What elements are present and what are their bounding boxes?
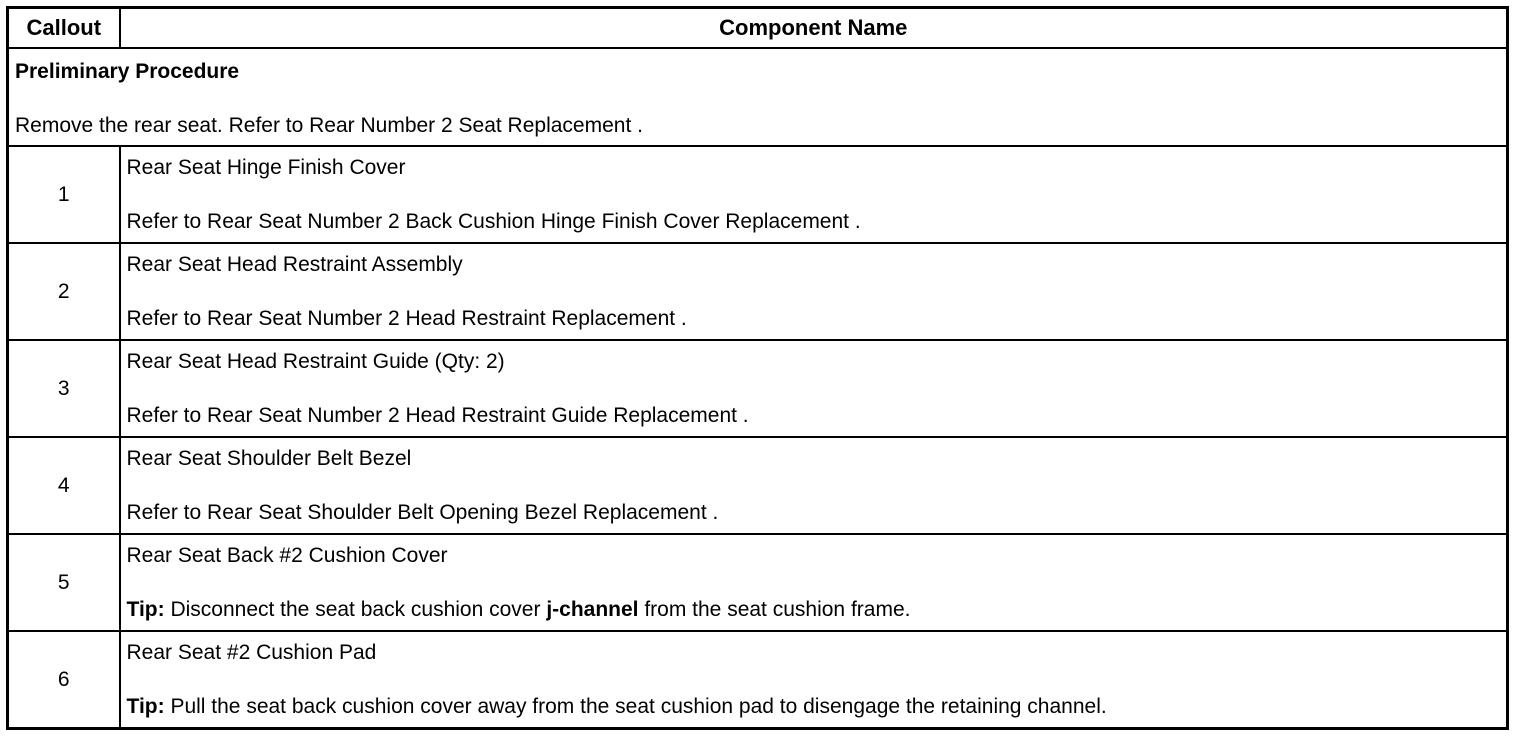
callout-number: 5	[8, 534, 120, 631]
component-tip	[127, 694, 1507, 720]
preliminary-text: Remove the rear seat. Refer to Rear Number 2 Seat Replacement .	[15, 114, 643, 137]
component-reference: Refer to Rear Seat Shoulder Belt Opening Bezel Replacement .	[126, 501, 719, 524]
procedure-sheet	[6, 6, 1506, 730]
table-row	[8, 534, 1508, 631]
component-name: Rear Seat #2 Cushion Pad	[126, 641, 377, 664]
component-name: Rear Seat Head Restraint Guide (Qty: 2)	[126, 350, 505, 373]
component-table	[6, 6, 1509, 730]
component-reference: Refer to Rear Seat Number 2 Back Cushion Hinge Finish Cover Replacement .	[126, 210, 861, 233]
component-name: Rear Seat Head Restraint Assembly	[126, 253, 463, 276]
component-name: Rear Seat Hinge Finish Cover	[126, 156, 406, 179]
preliminary-cell	[8, 48, 1508, 146]
tip-text-end: from the seat cushion frame.	[638, 598, 911, 621]
tip-label: Tip:	[126, 695, 165, 718]
component-cell	[120, 631, 1508, 729]
component-tip	[127, 597, 1507, 623]
tip-text: Disconnect the seat back cushion cover	[164, 598, 547, 621]
component-name: Rear Seat Back #2 Cushion Cover	[126, 544, 448, 567]
tip-text: Pull the seat back cushion cover away from the seat cushion pad to disengage the retaining channel.	[164, 695, 1107, 718]
component-name-header: Component Name	[120, 8, 1508, 49]
callout-number: 6	[8, 631, 120, 729]
component-reference: Refer to Rear Seat Number 2 Head Restraint Replacement .	[126, 307, 687, 330]
component-cell	[120, 340, 1508, 437]
component-cell	[120, 437, 1508, 534]
preliminary-row	[8, 48, 1508, 146]
table-row	[8, 631, 1508, 729]
tip-label: Tip:	[126, 598, 165, 621]
component-reference: Refer to Rear Seat Number 2 Head Restraint Guide Replacement .	[126, 404, 749, 427]
callout-header: Callout	[8, 8, 120, 49]
tip-emphasis: j-channel	[546, 598, 639, 621]
table-row	[8, 146, 1508, 243]
preliminary-title: Preliminary Procedure	[15, 60, 240, 83]
callout-number: 4	[8, 437, 120, 534]
header-row	[8, 8, 1508, 49]
component-cell	[120, 146, 1508, 243]
table-row	[8, 340, 1508, 437]
callout-number: 3	[8, 340, 120, 437]
component-name: Rear Seat Shoulder Belt Bezel	[126, 447, 412, 470]
table-row	[8, 243, 1508, 340]
component-cell	[120, 243, 1508, 340]
callout-number: 1	[8, 146, 120, 243]
table-row	[8, 437, 1508, 534]
component-cell	[120, 534, 1508, 631]
callout-number: 2	[8, 243, 120, 340]
